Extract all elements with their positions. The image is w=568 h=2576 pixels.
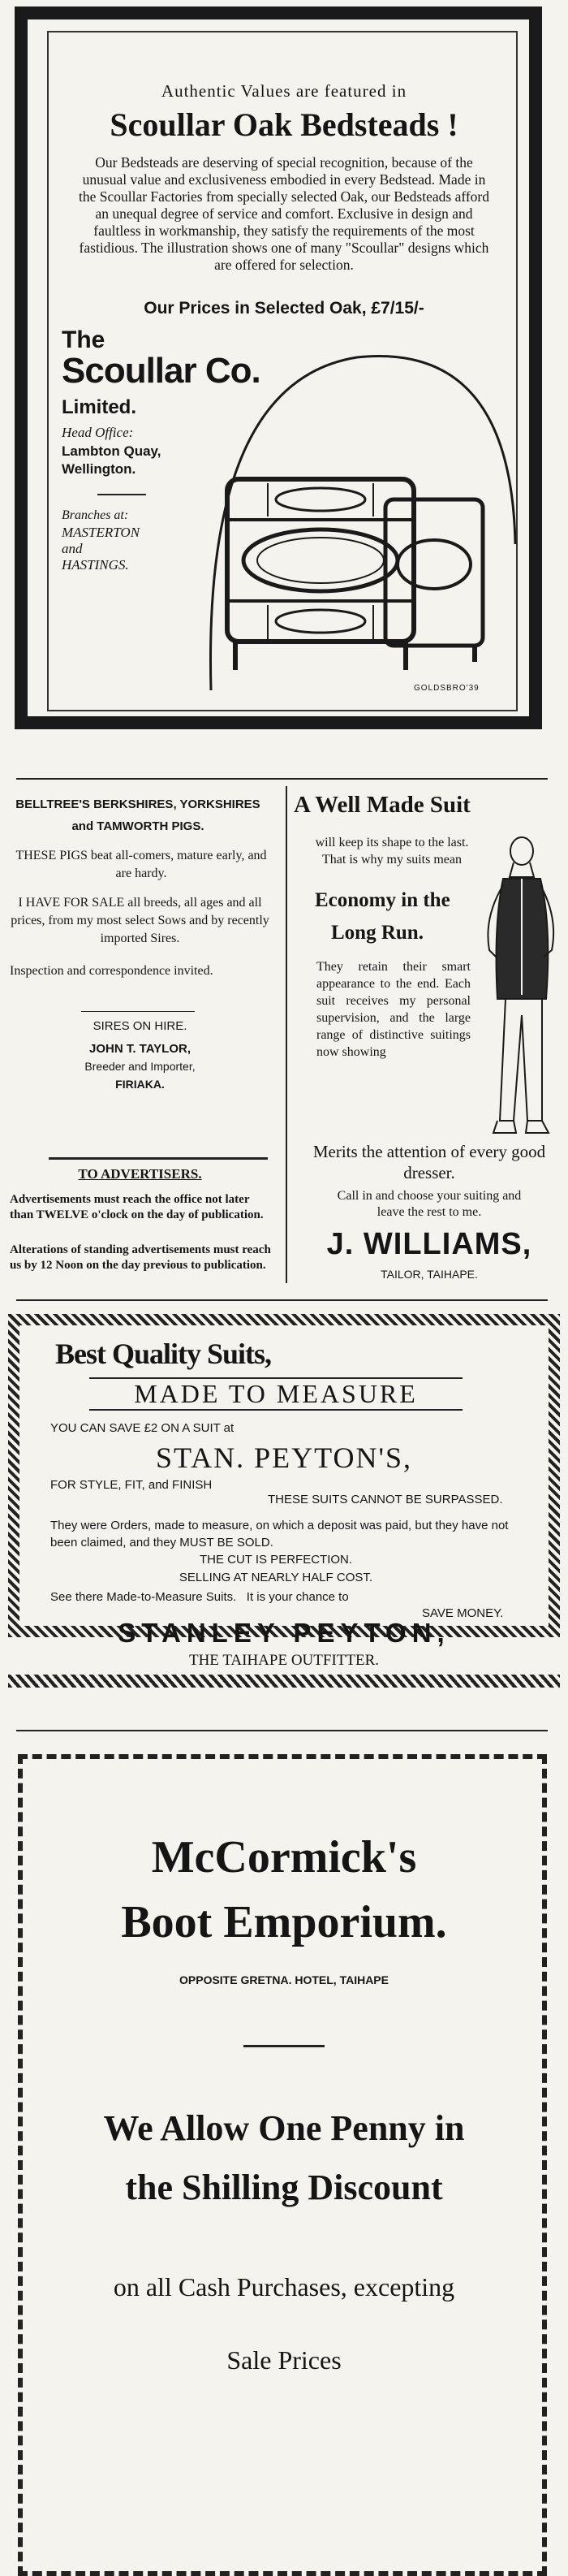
williams-call: Call in and choose your suiting and leave the rest to me. (337, 1189, 522, 1219)
peyton-selling: SELLING AT NEARLY HALF COST. (179, 1571, 373, 1584)
mccormick-address: OPPOSITE GRETNA. HOTEL, TAIHAPE (179, 1973, 389, 1986)
mccormick-allow-1: We Allow One Penny in (103, 2108, 465, 2148)
scoullar-ad (0, 0, 568, 743)
branch-1: MASTERTON (62, 525, 140, 540)
mccormick-divider (243, 2045, 325, 2047)
peyton-cannot: THESE SUITS CANNOT BE SURPASSED. (268, 1493, 503, 1506)
branch-2: HASTINGS. (62, 557, 129, 573)
head-office-label: Head Office: (62, 425, 134, 440)
peyton-shop: STAN. PEYTON'S, (156, 1441, 412, 1474)
williams-headline: A Well Made Suit (294, 792, 471, 818)
peyton-outfitter: THE TAIHAPE OUTFITTER. (188, 1652, 380, 1669)
taylor-role: Breeder and Importer, (84, 1060, 196, 1073)
peyton-save-money: SAVE MONEY. (422, 1606, 504, 1620)
taylor-line3: Inspection and correspondence invited. (10, 964, 213, 978)
williams-body: They retain their smart appearance to the end. Each suit receives my personal supervision, and the large range of distinctive suitings now showing (316, 960, 471, 1059)
peyton-style: FOR STYLE, FIT, and FINISH (50, 1478, 213, 1492)
peyton-ornate-footer (8, 1675, 560, 1688)
company-the: The (62, 326, 105, 353)
company-limited: Limited. (62, 396, 137, 418)
peyton-cut: THE CUT IS PERFECTION. (199, 1553, 353, 1567)
illustration-credit: GOLDSBRO'39 (414, 684, 480, 693)
advertisers-notice1: Advertisements must reach the office not later than TWELVE o'clock on the day of publication. (10, 1193, 264, 1221)
page-divider-2 (16, 1299, 548, 1301)
peyton-headline: Best Quality Suits, (55, 1338, 272, 1370)
advertisers-notice (0, 1161, 280, 1283)
branches-label: Branches at: (62, 508, 129, 522)
williams-merits: Merits the attention of every good dresser. (312, 1142, 546, 1182)
company-name: Scoullar Co. (62, 351, 260, 391)
taylor-rule (49, 1157, 268, 1160)
taylor-divider (81, 1011, 195, 1012)
mccormick-name: McCormick's (151, 1832, 417, 1882)
mccormick-allow-2: the Shilling Discount (125, 2168, 443, 2207)
mccormick-emporium: Boot Emporium. (121, 1897, 447, 1947)
peyton-orders: They were Orders, made to measure, on which a deposit was paid, but they have not been claimed, and they MUST BE SOLD. (50, 1519, 509, 1549)
advertisers-heading: TO ADVERTISERS. (78, 1166, 202, 1182)
williams-name: J. WILLIAMS, (326, 1227, 532, 1261)
peyton-ad (0, 1314, 568, 1651)
taylor-sires: SIRES ON HIRE. (93, 1019, 187, 1033)
peyton-made: MADE TO MEASURE (89, 1377, 463, 1411)
column-separator (286, 786, 287, 1283)
head-office: Lambton Quay, Wellington. (62, 443, 161, 477)
scoullar-headline: Scoullar Oak Bedsteads ! (110, 106, 458, 143)
williams-ad (290, 784, 568, 1287)
mccormick-ad (0, 1738, 568, 2533)
scoullar-intro: Authentic Values are featured in (161, 81, 407, 101)
mccormick-cash: on all Cash Purchases, excepting (113, 2272, 455, 2302)
williams-intro: will keep its shape to the last. That is why my suits mean (315, 836, 469, 867)
page-divider-1 (16, 778, 548, 780)
advertisers-notice2: Alterations of standing advertisements must reach us by 12 Noon on the day previous to publication. (10, 1243, 271, 1272)
williams-tailor: TAILOR, TAIHAPE. (381, 1268, 478, 1281)
taylor-ad (0, 784, 280, 1153)
taylor-heading: BELLTREE'S BERKSHIRES, YORKSHIRES and TAMWORTH PIGS. (15, 797, 260, 833)
mccormick-sale: Sale Prices (226, 2345, 342, 2375)
taylor-line2: I HAVE FOR SALE all breeds, all ages and all prices, from my most select Sows and by recently imported Sires. (11, 896, 269, 945)
taylor-name: JOHN T. TAYLOR, (88, 1042, 191, 1056)
page-divider-3 (16, 1730, 548, 1731)
scoullar-price: Our Prices in Selected Oak, £7/15/- (144, 299, 424, 318)
taylor-line1: THESE PIGS beat all-comers, mature early, and are hardy. (15, 849, 267, 880)
taylor-place: FIRIAKA. (115, 1078, 165, 1091)
williams-economy-1: Economy in the (315, 889, 450, 911)
suited-man-illustration (477, 828, 562, 1145)
scoullar-body: Our Bedsteads are deserving of special recognition, because of the unusual value and exclusiveness embodied in every Bedstead. Made in the Scoullar Factories from specially selected Oak, our Bedsteads afford an unequal degree of service and comfort. Exclusive in design and faultless in workmanship, they satisfy the requirements of the most fastidious. The illustration shows one of many "Scoullar" designs which are offered for selection. (78, 154, 490, 273)
peyton-see: See there Made-to-Measure Suits. It is your chance to (50, 1590, 349, 1604)
bedstead-illustration (179, 333, 519, 698)
company-divider (97, 494, 146, 495)
peyton-save-line: YOU CAN SAVE £2 ON A SUIT at (50, 1421, 235, 1435)
peyton-name: STANLEY PEYTON, (118, 1618, 450, 1648)
branch-and: and (62, 541, 83, 556)
williams-economy-2: Long Run. (331, 922, 424, 944)
